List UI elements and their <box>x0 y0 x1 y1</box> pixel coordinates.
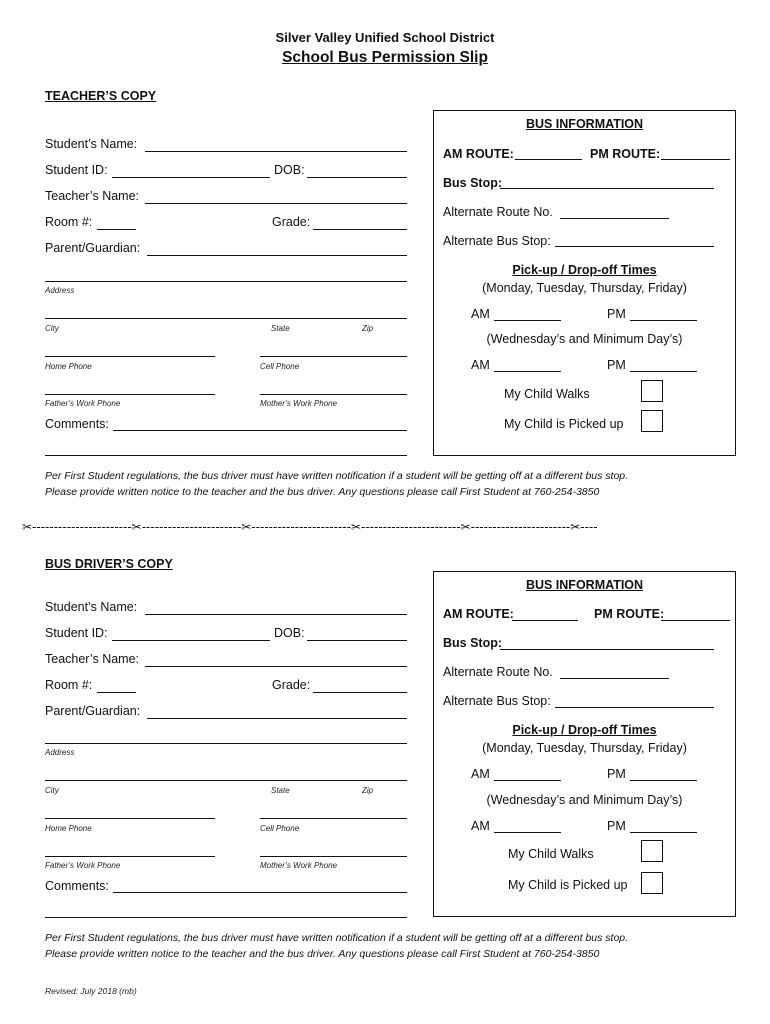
walks-label: My Child Walks <box>504 387 590 401</box>
father-phone-caption: Father’s Work Phone <box>45 399 121 408</box>
pm-route-label: PM ROUTE: <box>594 607 665 621</box>
dob-field[interactable] <box>307 640 407 641</box>
grade-field[interactable] <box>313 229 407 230</box>
walks-checkbox[interactable] <box>641 380 663 402</box>
teacher-name-label: Teacher’s Name: <box>45 189 140 203</box>
cell-phone-caption: Cell Phone <box>260 362 300 371</box>
days-mtthf: (Monday, Tuesday, Thursday, Friday) <box>482 281 687 295</box>
alt-route-field[interactable] <box>560 678 669 679</box>
student-id-label: Student ID: <box>45 163 108 177</box>
alt-stop-field[interactable] <box>555 246 714 247</box>
pm-route-label: PM ROUTE: <box>590 147 661 161</box>
state-caption: State <box>271 324 290 333</box>
cut-line: ✂-----------------------✂-----------------------✂-----------------------✂-----------------------✂-----------------------✂---- <box>22 520 598 534</box>
pickup-title: Pick-up / Drop-off Times <box>512 263 657 277</box>
am-time-field[interactable] <box>494 780 561 781</box>
pickup-title: Pick-up / Drop-off Times <box>512 723 657 737</box>
alt-route-field[interactable] <box>560 218 669 219</box>
father-phone-field[interactable] <box>45 856 215 857</box>
pm-label-wed: PM <box>607 358 626 372</box>
notice-line-2: Please provide written notice to the teacher and the bus driver. Any questions please call First Student at 760-254-3850 <box>45 948 600 960</box>
picked-up-checkbox[interactable] <box>641 410 663 432</box>
days-wed: (Wednesday’s and Minimum Day’s) <box>486 332 683 346</box>
alt-stop-label: Alternate Bus Stop: <box>443 694 551 708</box>
comments-field-line2[interactable] <box>45 455 407 456</box>
comments-field[interactable] <box>113 430 407 431</box>
grade-field[interactable] <box>313 692 407 693</box>
city-caption: City <box>45 786 59 795</box>
alt-stop-label: Alternate Bus Stop: <box>443 234 551 248</box>
mother-phone-field[interactable] <box>260 394 407 395</box>
am-wed-time-field[interactable] <box>494 371 561 372</box>
address-caption: Address <box>45 286 75 295</box>
notice-line-1: Per First Student regulations, the bus driver must have written notification if a student will be getting off at a different bus stop. <box>45 470 629 482</box>
zip-caption: Zip <box>362 786 374 795</box>
pm-label-wed: PM <box>607 819 626 833</box>
am-route-label: AM ROUTE: <box>443 607 514 621</box>
bus-stop-field[interactable] <box>500 188 714 189</box>
student-name-label: Student’s Name: <box>45 600 138 614</box>
cell-phone-field[interactable] <box>260 818 407 819</box>
home-phone-caption: Home Phone <box>45 824 92 833</box>
am-label: AM <box>471 307 490 321</box>
address-caption: Address <box>45 748 75 757</box>
city-caption: City <box>45 324 59 333</box>
alt-route-label: Alternate Route No. <box>443 665 553 679</box>
picked-up-checkbox[interactable] <box>641 872 663 894</box>
am-route-field[interactable] <box>515 159 582 160</box>
district-name: Silver Valley Unified School District <box>275 30 495 45</box>
comments-field-line2[interactable] <box>45 917 407 918</box>
comments-label: Comments: <box>45 879 109 893</box>
pm-wed-time-field[interactable] <box>630 371 697 372</box>
home-phone-field[interactable] <box>45 356 215 357</box>
dob-label: DOB: <box>274 163 305 177</box>
father-phone-field[interactable] <box>45 394 215 395</box>
teacher-name-label: Teacher’s Name: <box>45 652 140 666</box>
pm-route-field[interactable] <box>661 620 730 621</box>
pm-label: PM <box>607 767 626 781</box>
driver-copy-heading: BUS DRIVER’S COPY <box>45 557 173 571</box>
student-id-label: Student ID: <box>45 626 108 640</box>
mother-phone-caption: Mother’s Work Phone <box>260 861 338 870</box>
alt-stop-field[interactable] <box>555 707 714 708</box>
am-label-wed: AM <box>471 819 490 833</box>
am-route-label: AM ROUTE: <box>443 147 514 161</box>
cell-phone-caption: Cell Phone <box>260 824 300 833</box>
comments-field[interactable] <box>113 892 407 893</box>
dob-field[interactable] <box>307 177 407 178</box>
walks-label: My Child Walks <box>508 847 594 861</box>
room-field[interactable] <box>97 692 136 693</box>
notice-line-2: Please provide written notice to the teacher and the bus driver. Any questions please call First Student at 760-254-3850 <box>45 486 600 498</box>
student-name-field[interactable] <box>145 614 407 615</box>
pm-label: PM <box>607 307 626 321</box>
bus-stop-label: Bus Stop: <box>443 176 503 190</box>
room-label: Room #: <box>45 215 93 229</box>
room-field[interactable] <box>97 229 136 230</box>
room-label: Room #: <box>45 678 93 692</box>
father-phone-caption: Father’s Work Phone <box>45 861 121 870</box>
address-field[interactable] <box>45 281 407 282</box>
mother-phone-caption: Mother’s Work Phone <box>260 399 338 408</box>
am-time-field[interactable] <box>494 320 561 321</box>
grade-label: Grade: <box>272 678 311 692</box>
home-phone-caption: Home Phone <box>45 362 92 371</box>
address-field[interactable] <box>45 743 407 744</box>
pm-wed-time-field[interactable] <box>630 832 697 833</box>
bus-info-title: BUS INFORMATION <box>525 578 644 592</box>
parent-label: Parent/Guardian: <box>45 241 141 255</box>
page-title: School Bus Permission Slip <box>282 49 488 66</box>
am-label: AM <box>471 767 490 781</box>
pm-route-field[interactable] <box>661 159 730 160</box>
cell-phone-field[interactable] <box>260 356 407 357</box>
notice-line-1: Per First Student regulations, the bus driver must have written notification if a student will be getting off at a different bus stop. <box>45 932 629 944</box>
parent-label: Parent/Guardian: <box>45 704 141 718</box>
city-state-zip-field[interactable] <box>45 780 407 781</box>
teacher-name-field[interactable] <box>145 203 407 204</box>
student-id-field[interactable] <box>112 177 270 178</box>
picked-up-label: My Child is Picked up <box>504 417 624 431</box>
home-phone-field[interactable] <box>45 818 215 819</box>
days-wed: (Wednesday’s and Minimum Day’s) <box>486 793 683 807</box>
comments-label: Comments: <box>45 417 109 431</box>
mother-phone-field[interactable] <box>260 856 407 857</box>
student-name-field[interactable] <box>145 151 407 152</box>
bus-info-title: BUS INFORMATION <box>525 117 644 131</box>
am-wed-time-field[interactable] <box>494 832 561 833</box>
am-route-field[interactable] <box>512 620 578 621</box>
am-label-wed: AM <box>471 358 490 372</box>
revised-footer: Revised: July 2018 (mb) <box>45 986 137 996</box>
student-id-field[interactable] <box>112 640 270 641</box>
alt-route-label: Alternate Route No. <box>443 205 553 219</box>
parent-field[interactable] <box>147 718 407 719</box>
pm-time-field[interactable] <box>630 320 697 321</box>
bus-stop-label: Bus Stop: <box>443 636 503 650</box>
city-state-zip-field[interactable] <box>45 318 407 319</box>
days-mtthf: (Monday, Tuesday, Thursday, Friday) <box>482 741 687 755</box>
parent-field[interactable] <box>147 255 407 256</box>
picked-up-label: My Child is Picked up <box>508 878 628 892</box>
zip-caption: Zip <box>362 324 374 333</box>
grade-label: Grade: <box>272 215 311 229</box>
student-name-label: Student’s Name: <box>45 137 138 151</box>
teacher-name-field[interactable] <box>145 666 407 667</box>
teacher-copy-heading: TEACHER’S COPY <box>45 89 157 103</box>
state-caption: State <box>271 786 290 795</box>
bus-stop-field[interactable] <box>500 649 714 650</box>
walks-checkbox[interactable] <box>641 840 663 862</box>
pm-time-field[interactable] <box>630 780 697 781</box>
dob-label: DOB: <box>274 626 305 640</box>
